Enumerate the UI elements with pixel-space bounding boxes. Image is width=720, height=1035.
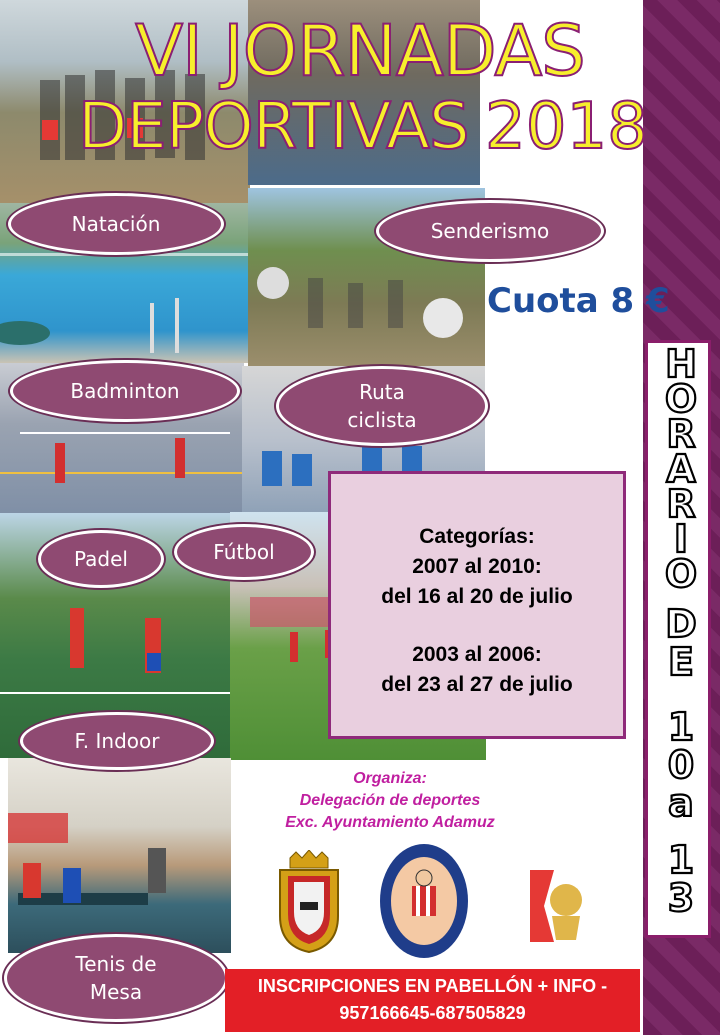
group1-years: 2007 al 2010:	[412, 555, 542, 578]
oval-ruta-ciclista	[276, 366, 488, 446]
horario-letter: A	[666, 447, 696, 491]
tenis-line1: Tenis de	[75, 952, 157, 976]
horario-letter: R	[666, 412, 696, 456]
cuota-price: Cuota 8 €	[487, 281, 670, 321]
tenis-line2: Mesa	[89, 980, 143, 1004]
title-line2: DEPORTIVAS	[78, 90, 469, 164]
categorias-heading: Categorías:	[419, 525, 535, 548]
club-deportivo-logo	[378, 842, 470, 960]
horario-letter: R	[666, 482, 696, 526]
oval-futbol: Fútbol	[174, 524, 314, 580]
horario-letter: 3	[667, 876, 695, 920]
table-tennis-details	[8, 758, 231, 953]
oval-indoor: F. Indoor	[20, 712, 214, 770]
organiza-line2: Exc. Ayuntamiento Adamuz	[285, 814, 495, 831]
horario-letter: a	[668, 781, 694, 825]
horario-letter: D	[665, 602, 697, 646]
inscripciones-phone: 957166645-687505829	[339, 1003, 526, 1023]
oval-badminton: Badminton	[10, 360, 240, 422]
photo-table-tennis	[8, 758, 231, 953]
ayuntamiento-coat-of-arms-logo	[276, 850, 342, 954]
organiza-line1: Delegación de deportes	[299, 792, 481, 809]
horario-letter: 0	[667, 743, 695, 787]
sports-lion-logo	[522, 870, 586, 942]
ruta-line2: ciclista	[347, 408, 417, 432]
horario-letter: E	[668, 640, 694, 684]
inscripciones-banner	[225, 969, 640, 1032]
oval-senderismo: Senderismo	[376, 200, 604, 262]
horario-letter: O	[664, 377, 698, 421]
oval-tenis-mesa	[4, 934, 228, 1022]
horario-letter: H	[665, 342, 697, 386]
horario-letter: O	[664, 552, 698, 596]
horario-letter: 1	[667, 838, 695, 882]
organiza-label: Organiza:	[353, 770, 427, 787]
oval-padel: Padel	[38, 530, 164, 588]
horario-letter: I	[673, 517, 689, 561]
inscripciones-line1: INSCRIPCIONES EN PABELLÓN + INFO -	[257, 976, 608, 996]
oval-natacion: Natación	[8, 193, 224, 255]
title-line1: VI JORNADAS	[135, 10, 585, 92]
group2-years: 2003 al 2006:	[412, 643, 542, 666]
horario-box	[645, 340, 711, 938]
title-year: 2018	[485, 90, 648, 164]
ruta-line1: Ruta	[359, 380, 405, 404]
categorias-box	[328, 471, 626, 739]
group1-dates: del 16 al 20 de julio	[381, 585, 573, 608]
horario-letter: 1	[667, 705, 695, 749]
group2-dates: del 23 al 27 de julio	[381, 673, 573, 696]
